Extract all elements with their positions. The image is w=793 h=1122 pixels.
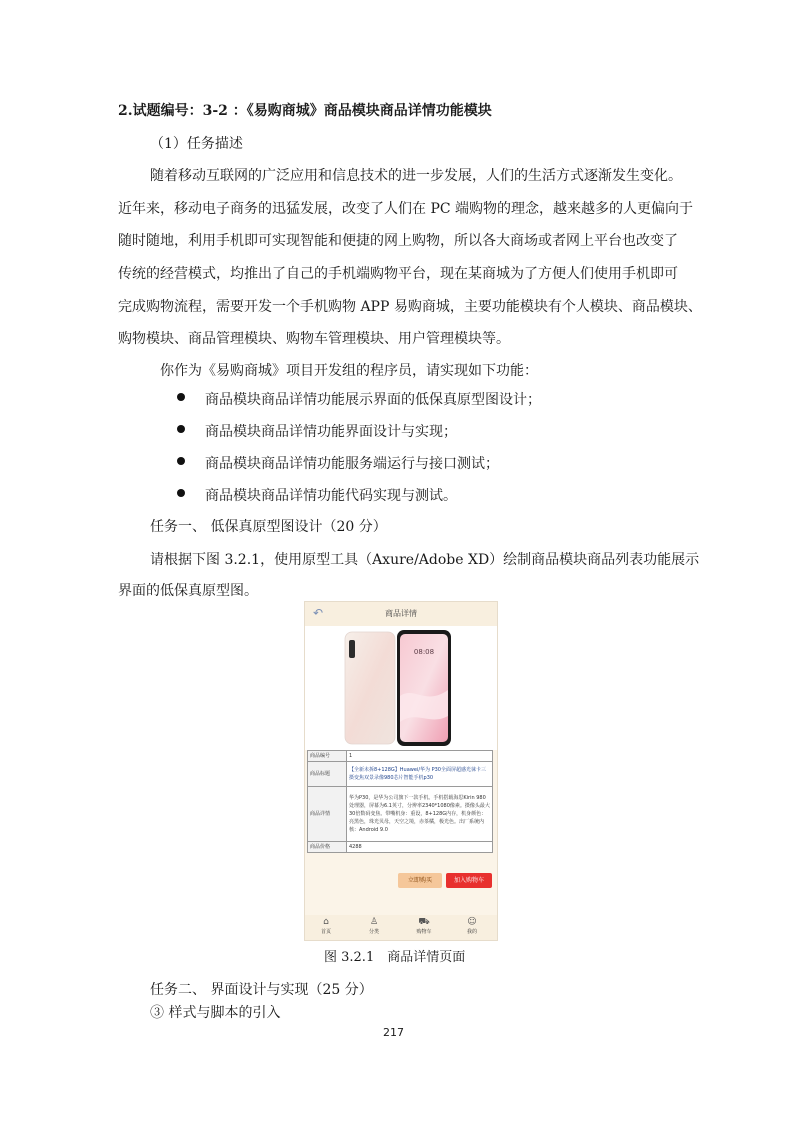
bullet-item: 商品模块商品详情功能代码实现与测试。	[205, 488, 457, 504]
paragraph-line: 近年来，移动电子商务的迅猛发展，改变了人们在 PC 端购物的理念，越来越多的人更偏向于	[118, 201, 694, 217]
nav-label: 分类	[368, 929, 379, 935]
bullet-icon	[177, 425, 185, 433]
table-row	[308, 842, 493, 853]
section-heading: 2.试题编号：3-2 ：《易购商城》商品模块商品详情功能模块	[118, 103, 492, 119]
user-icon: ☺	[467, 917, 477, 927]
product-detail-mockup	[304, 601, 498, 941]
figure-caption: 图 3.2.1 商品详情页面	[324, 950, 466, 965]
task1-desc-line: 请根据下图 3.2.1，使用原型工具（Axure/Adobe XD）绘制商品模块商品列表功能展示	[150, 552, 700, 568]
product-price-value: 4288	[347, 842, 493, 853]
intro-text: 你作为《易购商城》项目开发组的程序员，请实现如下功能：	[160, 363, 538, 379]
product-info-table	[307, 750, 493, 853]
nav-label: 首页	[320, 929, 331, 935]
table-row	[308, 751, 493, 762]
product-price-label: 商品价格	[308, 842, 347, 853]
product-detail-value: 华为P30，是华为公司旗下一款手机。手机搭载海思Kirin 980处理器，屏幕为6.1英寸，分辨率2340*1080像素。摄像头最大30倍数码变焦。带嘴机身：重设，8+128G内存，机身颜色：亮黑色，珠光贝母，天空之境，赤茶橘，极光色。出厂系统内核：Android 9.0	[347, 787, 493, 842]
product-title-value: 【全新未拆8+128G】Huawei/华为 P30全面屏超感光徕卡三摄变焦双景录像980芯片智能手机p30	[347, 762, 493, 787]
home-icon: ⌂	[323, 917, 329, 927]
bullet-item: 商品模块商品详情功能展示界面的低保真原型图设计；	[205, 392, 541, 408]
task1-desc-line: 界面的低保真原型图。	[118, 583, 258, 599]
bullet-icon	[177, 457, 185, 465]
paragraph-line: 随着移动互联网的广泛应用和信息技术的进一步发展，人们的生活方式逐渐发生变化。	[150, 168, 682, 184]
nav-item-mine[interactable]	[455, 917, 489, 936]
product-detail-label: 商品详情	[308, 787, 347, 842]
product-image	[305, 626, 497, 750]
product-title-label: 商品标题	[308, 762, 347, 787]
bullet-icon	[177, 489, 185, 497]
add-to-cart-button[interactable]: 加入购物车	[446, 873, 492, 888]
nav-item-cart[interactable]	[407, 917, 441, 936]
paragraph-line: 购物模块、商品管理模块、购物车管理模块、用户管理模块等。	[118, 331, 510, 347]
nav-item-home[interactable]	[309, 917, 343, 936]
task1-heading: 任务一、 低保真原型图设计（20 分）	[150, 519, 387, 535]
bullet-icon	[177, 393, 185, 401]
bottom-nav	[305, 915, 497, 940]
product-id-value: 1	[347, 751, 493, 762]
paragraph-line: 完成购物流程，需要开发一个手机购物 APP 易购商城，主要功能模块有个人模块、商品模块、	[118, 299, 702, 315]
header-title: 商品详情	[385, 609, 417, 618]
category-icon: ♙	[369, 917, 379, 927]
page-number: 217	[383, 1026, 404, 1039]
bullet-item: 商品模块商品详情功能界面设计与实现；	[205, 424, 457, 440]
task2-heading: 任务二、 界面设计与实现（25 分）	[150, 982, 373, 998]
back-arrow-icon[interactable]: ↶	[313, 606, 324, 620]
nav-item-category[interactable]	[357, 917, 391, 936]
step3-label: ③ 样式与脚本的引入	[150, 1005, 281, 1021]
nav-label: 购物车	[416, 929, 432, 935]
cart-icon: ⛟	[418, 917, 430, 927]
task-desc-label: （1）任务描述	[150, 136, 243, 152]
paragraph-line: 随时随地，利用手机即可实现智能和便捷的网上购物，所以各大商场或者网上平台也改变了	[118, 233, 678, 249]
buy-now-button[interactable]: 立即购买	[398, 873, 442, 888]
product-id-label: 商品编号	[308, 751, 347, 762]
screen-time: 08:08	[413, 648, 435, 656]
paragraph-line: 传统的经营模式，均推出了自己的手机端购物平台，现在某商城为了方便人们使用手机即可	[118, 266, 678, 282]
nav-label: 我的	[466, 929, 477, 935]
bullet-item: 商品模块商品详情功能服务端运行与接口测试；	[205, 456, 499, 472]
table-row	[308, 762, 493, 787]
app-header	[305, 602, 497, 626]
table-row	[308, 787, 493, 842]
